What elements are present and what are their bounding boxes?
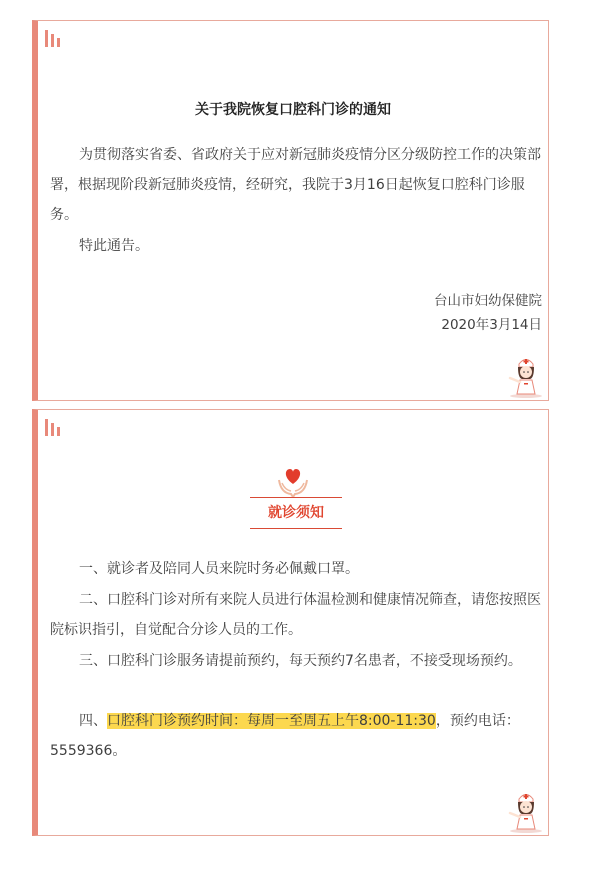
bars-icon <box>45 418 65 436</box>
notice-title: 关于我院恢复口腔科门诊的通知 <box>195 102 391 118</box>
guide-item-4-prefix: 四、 <box>79 713 107 729</box>
guide-item-2: 二、口腔科门诊对所有来院人员进行体温检测和健康情况筛查，请您按照医院标识指引，自觉配合分诊人员的工作。 <box>50 592 541 638</box>
guide-item-4-suffix: ，预约电话：5559366。 <box>50 713 520 759</box>
appointment-time-highlight: 口腔科门诊预约时间：每周一至周五上午8:00-11:30 <box>107 713 436 729</box>
notice-org: 台山市妇幼保健院 <box>434 293 542 309</box>
bars-icon <box>45 29 65 47</box>
notice-date: 2020年3月14日 <box>441 317 542 333</box>
nurse-icon <box>504 789 544 833</box>
notice-body: 为贯彻落实省委、省政府关于应对新冠肺炎疫情分区分级防控工作的决策部署，根据现阶段新冠肺炎疫情，经研究，我院于3月16日起恢复口腔科门诊服务。 <box>50 147 541 223</box>
guide-item-1: 一、就诊者及陪同人员来院时务必佩戴口罩。 <box>79 561 359 577</box>
guide-card <box>32 409 549 836</box>
guide-item-3: 三、口腔科门诊服务请提前预约，每天预约7名患者，不接受现场预约。 <box>79 653 522 669</box>
notice-closing: 特此通告。 <box>79 238 149 254</box>
guide-item-4 <box>50 706 542 766</box>
nurse-icon <box>504 354 544 398</box>
notice-card <box>32 20 549 401</box>
guide-heading: 就诊须知 <box>250 497 342 529</box>
